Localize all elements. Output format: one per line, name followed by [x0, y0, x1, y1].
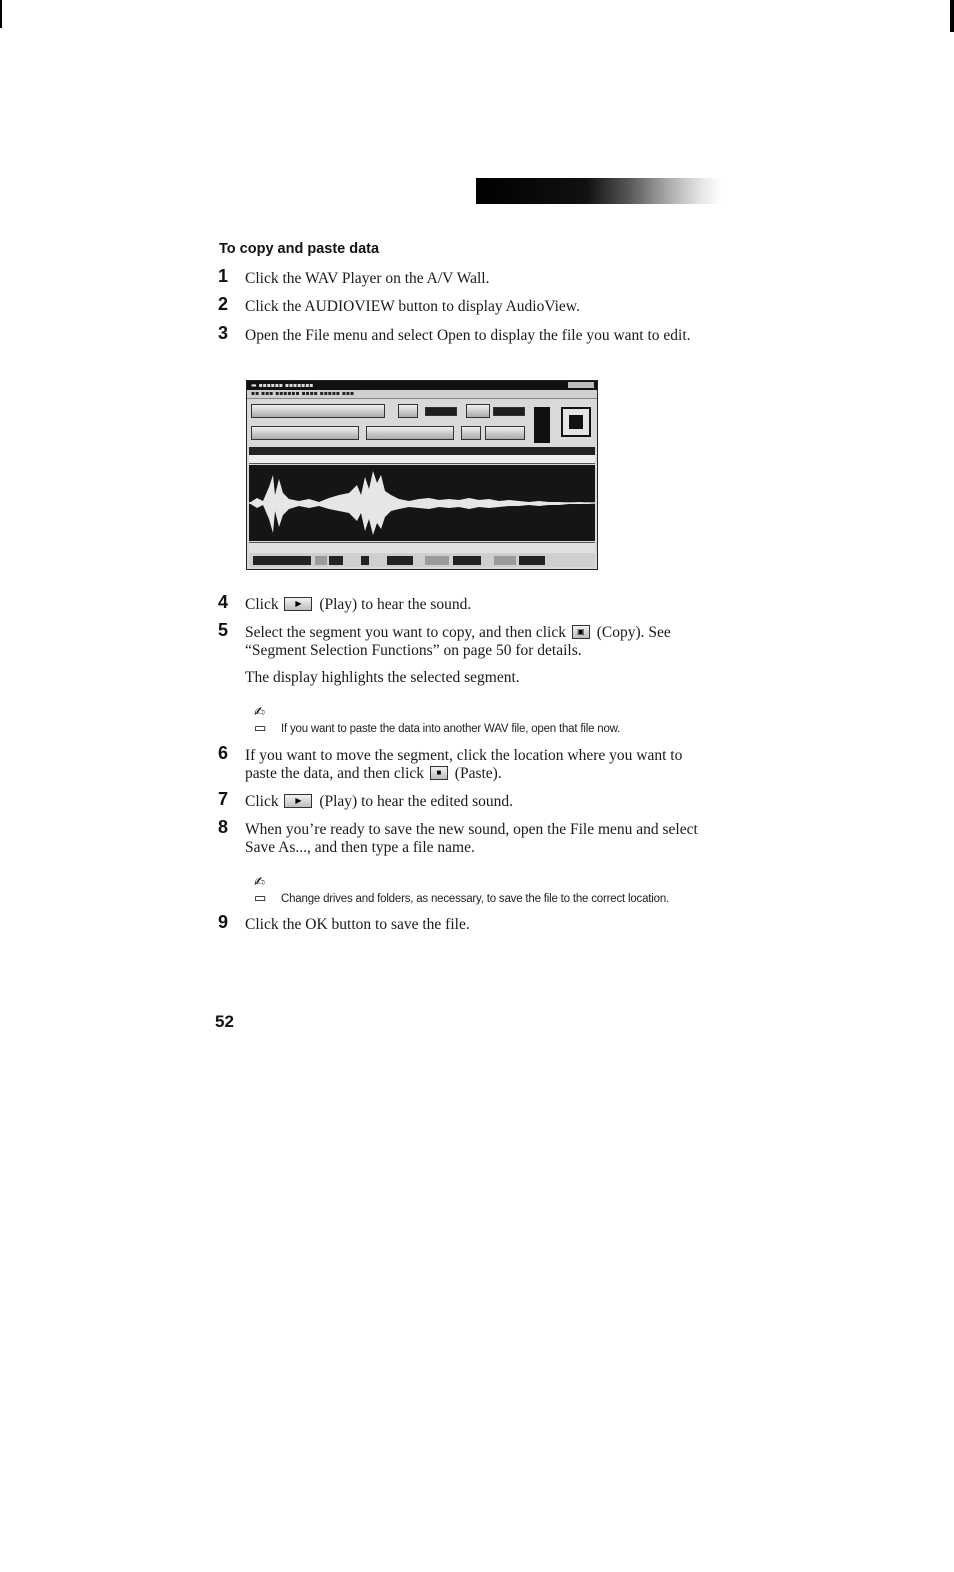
status-field: [425, 556, 449, 565]
toolbar-button: [398, 404, 418, 418]
window-controls-icon: [568, 382, 594, 388]
toolbar-button: [485, 426, 525, 440]
step-text: [245, 624, 715, 660]
edit-toolbar: [251, 426, 359, 440]
horizontal-scrollbar: [249, 542, 595, 553]
screenshot-menu-bar: [247, 390, 597, 399]
step-number: 7: [218, 789, 229, 809]
status-field: [519, 556, 545, 565]
level-meter: [425, 407, 457, 416]
step-number: 3: [218, 323, 229, 343]
step-text-before: Select the segment you want to copy, and then click: [245, 624, 566, 641]
toolbar-button: [466, 404, 490, 418]
step-text: Click the AUDIOVIEW button to display AudioView.: [245, 298, 580, 315]
stop-square: [569, 415, 583, 429]
note-text: Change drives and folders, as necessary, to save the file to the correct location.: [281, 893, 670, 905]
pen-note-icon: ✍▭: [254, 704, 267, 735]
step-text: Click the OK button to save the file.: [245, 916, 470, 933]
page-edge-mark: [0, 0, 2, 28]
status-field: [361, 556, 369, 565]
play-icon: ▶: [284, 597, 312, 611]
step-number: 4: [218, 592, 229, 612]
status-field: [329, 556, 343, 565]
transport-toolbar: [251, 404, 385, 418]
step-number: 5: [218, 620, 229, 640]
step-number: 8: [218, 817, 229, 837]
step-text: When you’re ready to save the new sound, open the File menu and select Save As..., and then type a file name.: [245, 821, 698, 856]
pen-note-icon: ✍▭: [254, 874, 267, 905]
paste-icon: ■: [430, 766, 448, 780]
page-number: 52: [215, 1012, 234, 1031]
step-number: 6: [218, 743, 229, 763]
time-ruler: [249, 447, 595, 455]
play-icon: ▶: [284, 794, 312, 808]
step-text-after: (Play) to hear the sound.: [319, 596, 472, 613]
step-number: 2: [218, 294, 229, 314]
waveform-display: [249, 465, 595, 541]
status-field: [453, 556, 481, 565]
step-text: Click the WAV Player on the A/V Wall.: [245, 270, 490, 287]
step-text-before: If you want to move the segment, click the location where you want to paste the data, and then click: [245, 747, 683, 782]
step-number: 1: [218, 266, 229, 286]
step-text-before: Click: [245, 793, 279, 810]
stop-icon: [561, 407, 591, 437]
step-text: Open the File menu and select Open to display the file you want to edit.: [245, 327, 691, 344]
level-meter: [493, 407, 525, 416]
step-text: [245, 793, 715, 811]
screenshot-title-text: ▬ ▪▪▪▪▪▪ ▪▪▪▪▪▪▪: [251, 382, 314, 389]
step-text-before: Click: [245, 596, 279, 613]
screenshot-title-bar: [247, 381, 597, 390]
step-text: [245, 596, 715, 614]
time-ruler-scale: [249, 455, 595, 464]
status-field: [315, 556, 327, 565]
edit-toolbar: [366, 426, 454, 440]
toolbar-button: [461, 426, 481, 440]
screenshot-menu-items: ▪▪ ▪▪▪ ▪▪▪▪▪▪ ▪▪▪▪ ▪▪▪▪▪ ▪▪▪: [251, 390, 355, 397]
step-text: [245, 747, 715, 783]
copy-icon: ▣: [572, 625, 590, 639]
chapter-header-bar: [476, 178, 722, 204]
screenshot-status-bar: [249, 553, 595, 567]
note-text: If you want to paste the data into another WAV file, open that file now.: [281, 723, 621, 735]
step-text-after: (Copy). See “Segment Selection Functions” on page 50 for details.: [245, 624, 671, 659]
audioview-screenshot: [246, 380, 598, 570]
step-number: 9: [218, 912, 229, 932]
step-5-result: The display highlights the selected segment.: [245, 669, 520, 686]
note: [254, 704, 620, 736]
page-edge-mark: [950, 0, 954, 32]
section-heading: To copy and paste data: [219, 241, 380, 257]
step-text-after: (Play) to hear the edited sound.: [319, 793, 514, 810]
status-field: [494, 556, 516, 565]
vu-meter: [534, 407, 550, 443]
note: [254, 874, 669, 906]
waveform-graphic: [249, 465, 595, 541]
status-field: [387, 556, 413, 565]
step-text-after: (Paste).: [454, 765, 502, 782]
status-field: [253, 556, 311, 565]
